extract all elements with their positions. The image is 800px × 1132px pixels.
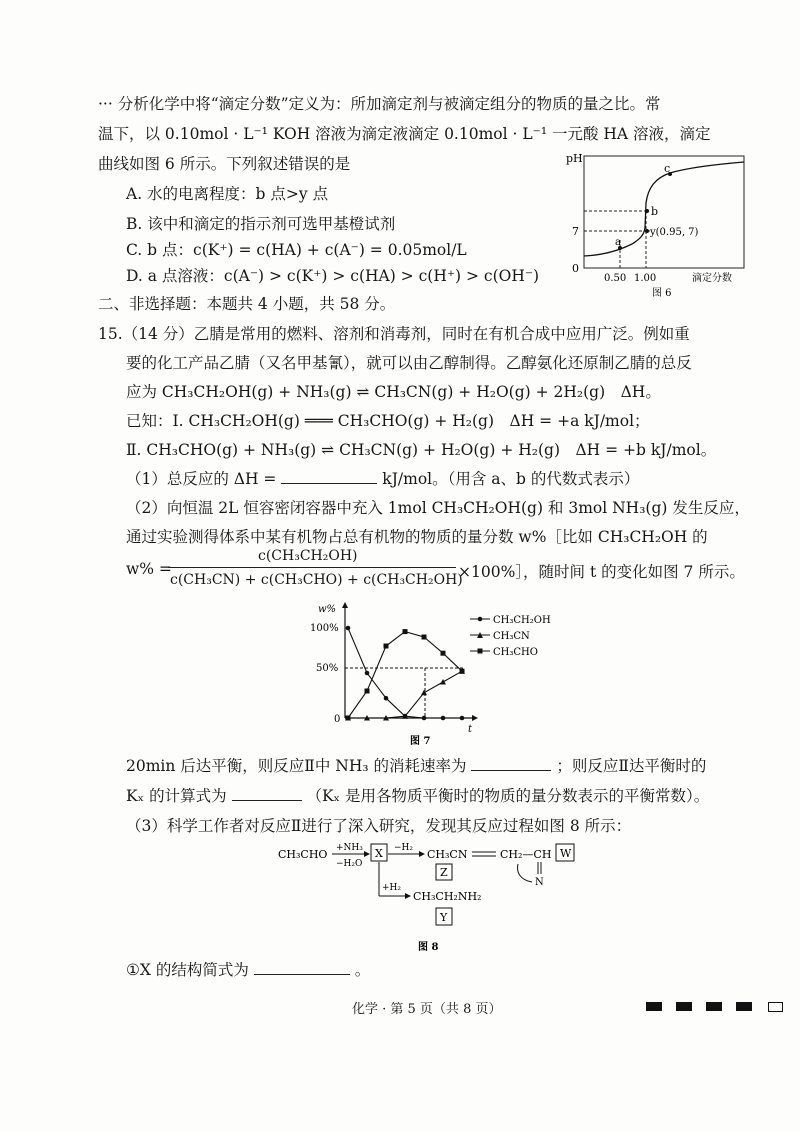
fig8-w: W <box>560 847 572 860</box>
fig7-ytick-100: 100% <box>310 623 339 634</box>
fig6-xtick-050: 0.50 <box>604 273 627 284</box>
q15-part-3: （3）科学工作者对反应Ⅱ进行了深入研究，发现其反应过程如图 8 所示： <box>126 817 632 835</box>
answer-blank-x[interactable] <box>254 960 350 975</box>
fig8-arrowhead-2 <box>419 851 425 857</box>
fig6-curve <box>584 162 744 256</box>
fig6-label-c: c <box>664 162 671 175</box>
fig7-legend-3: CH₃CHO <box>493 647 538 658</box>
fig8-start: CH₃CHO <box>278 848 328 861</box>
fig7-point-s1-6 <box>460 716 465 721</box>
answer-blank-kx[interactable] <box>232 786 302 801</box>
fig7-point-s3-1 <box>365 689 370 694</box>
fig7-point-s3-2 <box>384 644 389 649</box>
q15-rate-prefix: 20min 后达平衡，则反应Ⅱ中 NH₃ 的消耗速率为 <box>126 757 467 775</box>
footer-mark-1 <box>646 1002 662 1011</box>
fig7-y-arrow <box>342 602 348 608</box>
footer-mark-4 <box>736 1002 752 1011</box>
fig7-legend-1: CH₃CH₂OH <box>493 615 551 626</box>
fig7-point-s3-0 <box>346 716 351 721</box>
fig7-caption: 图 7 <box>410 736 431 747</box>
fig8-plus-h2: +H₂ <box>382 883 401 893</box>
fig6-origin: 0 <box>572 262 579 275</box>
fig6-caption: 图 6 <box>652 288 672 299</box>
q15-kx-prefix: Kₓ 的计算式为 <box>126 787 227 805</box>
fig7-point-s1-5 <box>441 716 446 721</box>
fig6-annotation: y(0.95, 7) <box>650 227 699 238</box>
q14-line-2: 温下，以 0.10mol · L⁻¹ KOH 溶液为滴定液滴定 0.10mol · L⁻¹ 一元酸 HA 溶液，滴定 <box>98 125 711 143</box>
footer-mark-3 <box>706 1002 722 1011</box>
q15-part-1 <box>126 469 639 489</box>
q14-line-1: ··· 分析化学中将“滴定分数”定义为：所加滴定剂与被滴定组分的物质的量之比。常 <box>98 95 661 113</box>
fig7-ylabel: w% <box>318 604 337 615</box>
fig7-point-s2-4 <box>421 690 427 696</box>
q15-rate-suffix: ；则反应Ⅱ达平衡时的 <box>556 757 707 775</box>
q15-line-1: 15.（14 分）乙腈是常用的燃料、溶剂和消毒剂，同时在有机合成中应用广泛。例如重 <box>98 325 690 343</box>
fig8-z: Z <box>440 866 448 879</box>
fig8-amine: CH₃CH₂NH₂ <box>413 890 482 903</box>
fig7-xlabel: t <box>468 724 473 735</box>
fig6-xlabel: 滴定分数 <box>692 273 732 284</box>
answer-blank-dh[interactable] <box>281 469 377 484</box>
fig7-point-s3-5 <box>441 651 446 656</box>
fig7-point-s1-1 <box>365 671 370 676</box>
fig7-ytick-0: 0 <box>334 714 341 725</box>
fig8-minus-h2: −H₂ <box>394 843 413 853</box>
fig6-ylabel: pH <box>566 152 583 165</box>
fig7-point-s3-6 <box>460 669 465 674</box>
frac-lhs: w% = <box>126 560 172 578</box>
fig7-x-arrow <box>472 715 478 721</box>
fig6-point-y <box>645 229 649 233</box>
q15-line-2: 要的化工产品乙腈（又名甲基氰），就可以由乙醇制得。乙醇氨化还原制乙腈的总反 <box>126 354 692 372</box>
fig7-point-s2-5 <box>440 679 446 685</box>
section-2-heading: 二、非选择题：本题共 4 小题，共 58 分。 <box>98 295 396 313</box>
figure-7 <box>300 598 590 748</box>
q15-line-5: Ⅱ. CH₃CHO(g) + NH₃(g) ⇌ CH₃CN(g) + H₂O(g) + H₂(g) ΔH = +b kJ/mol。 <box>126 441 717 459</box>
q14-option-a: A. 水的电离程度：b 点>y 点 <box>126 185 329 203</box>
fig7-point-s3-3 <box>403 629 408 634</box>
q14-option-c: C. b 点：c(K⁺) = c(HA) + c(A⁻) = 0.05mol/L <box>126 241 467 259</box>
q14-option-d: D. a 点溶液：c(A⁻) > c(K⁺) > c(HA) > c(H⁺) > c(OH⁻) <box>126 267 540 285</box>
frac-denominator: c(CH₃CN) + c(CH₃CHO) + c(CH₃CH₂OH) <box>170 572 463 588</box>
fig8-x: X <box>375 847 383 860</box>
fig7-point-s1-0 <box>346 626 351 631</box>
fig8-n: N <box>535 877 544 888</box>
fig6-xtick-100: 1.00 <box>634 273 657 284</box>
q14-option-b: B. 该中和滴定的指示剂可选甲基橙试剂 <box>126 215 396 233</box>
q15-part-1-prefix: （1）总反应的 ΔH = <box>126 470 277 488</box>
fig8-taut: CH₂—CH <box>500 848 552 861</box>
q15-kx-suffix: （Kₓ 是用各物质平衡时的物质的量分数表示的平衡常数）。 <box>306 787 710 805</box>
q14-line-3: 曲线如图 6 所示。下列叙述错误的是 <box>98 155 351 173</box>
footer-mark-2 <box>676 1002 692 1011</box>
fig8-arrowhead-1 <box>364 851 370 857</box>
figure-6 <box>560 148 760 300</box>
footer-mark-5 <box>768 1002 783 1012</box>
q15-part-2-line-1: （2）向恒温 2L 恒容密闭容器中充入 1mol CH₃CH₂OH(g) 和 3mol NH₃(g) 发生反应， <box>126 499 750 517</box>
fig6-label-b: b <box>651 205 659 218</box>
fig6-ytick-7: 7 <box>572 225 579 238</box>
q15-part-3-sub-1 <box>126 960 370 980</box>
q15-part-2-line-4 <box>126 786 709 806</box>
fig7-series-line-3 <box>348 632 462 718</box>
fig7-point-s1-4 <box>422 716 427 721</box>
q15-part-2-line-2: 通过实验测得体系中某有机物占总有机物的物质的量分数 w%［比如 CH₃CH₂OH 的 <box>126 528 708 546</box>
frac-numerator: c(CH₃CH₂OH) <box>258 548 358 564</box>
fig7-legend-2: CH₃CN <box>493 631 530 642</box>
q15-part-1-suffix: kJ/mol。（用含 a、b 的代数式表示） <box>382 470 640 488</box>
fig8-curl-arrow <box>518 864 532 882</box>
fig8-arrowhead-3 <box>405 893 411 899</box>
q15-x-suffix: 。 <box>354 961 371 979</box>
answer-blank-rate[interactable] <box>471 756 551 771</box>
fig6-point-b <box>645 209 649 213</box>
fig7-ytick-50: 50% <box>316 663 339 674</box>
q15-line-4: 已知：Ⅰ. CH₃CH₂OH(g) ═══ CH₃CHO(g) + H₂(g) ΔH = +a kJ/mol； <box>126 412 650 430</box>
fig8-y: Y <box>440 911 448 924</box>
page-footer: 化学 · 第 5 页（共 8 页） <box>352 1002 502 1017</box>
fig7-point-s3-4 <box>422 635 427 640</box>
q15-line-3: 应为 CH₃CH₂OH(g) + NH₃(g) ⇌ CH₃CN(g) + H₂O(g) + 2H₂(g) ΔH。 <box>126 383 661 401</box>
fig6-label-a: a <box>615 237 621 248</box>
fig7-point-s1-2 <box>384 696 389 701</box>
fig8-caption: 图 8 <box>418 942 439 953</box>
fig8-add-nh3: +NH₃ <box>336 843 363 853</box>
fig7-legend-marker-1 <box>478 617 483 622</box>
figure-8 <box>270 838 580 958</box>
q15-part-2-line-3 <box>126 756 706 776</box>
frac-tail: ×100%］，随时间 t 的变化如图 7 所示。 <box>458 563 745 581</box>
fig8-minus-h2o: −H₂O <box>336 859 363 869</box>
frac-bar <box>168 567 456 568</box>
q15-x-prefix: ①X 的结构简式为 <box>126 961 249 979</box>
fig8-ch3cn: CH₃CN <box>427 848 468 861</box>
fig7-legend-marker-3 <box>478 649 483 654</box>
